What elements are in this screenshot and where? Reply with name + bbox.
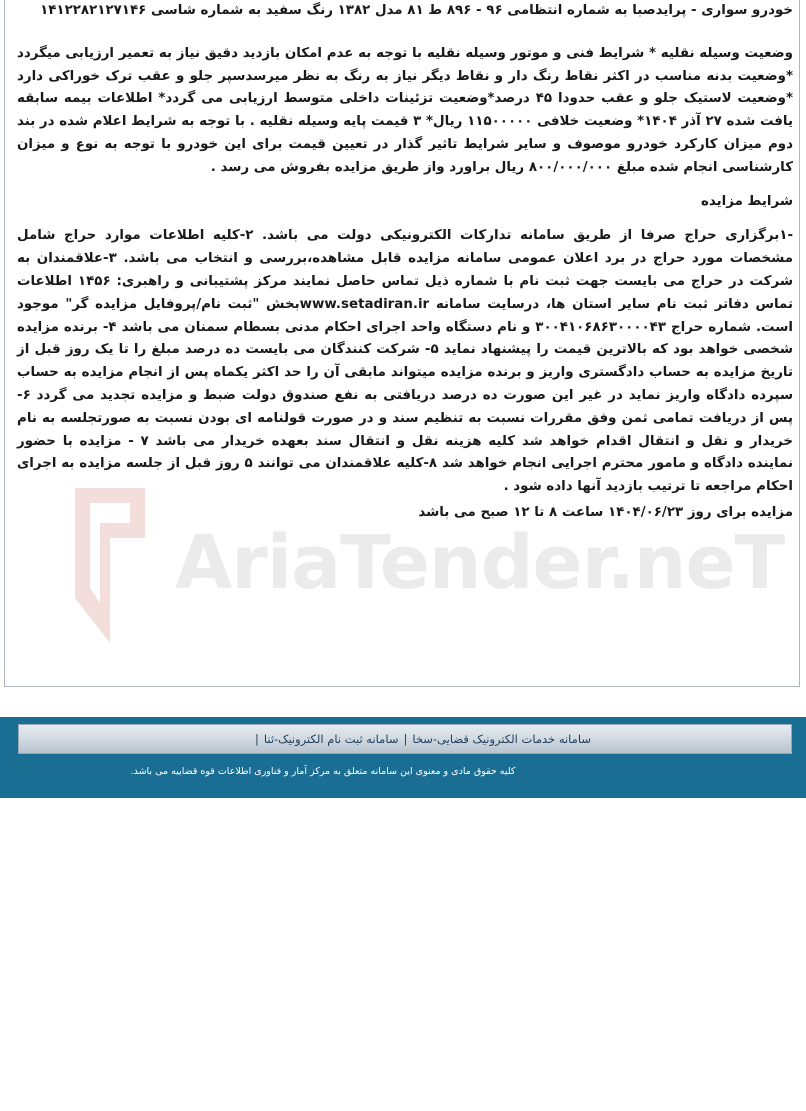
- copyright-notice: کلیه حقوق مادی و معنوی این سامانه متعلق به مرکز آمار و فناوری اطلاعات قوه قضاییه می باشد.: [130, 766, 516, 777]
- link-separator: |: [403, 732, 408, 746]
- vehicle-title: خودرو سواری - پرایدصبا به شماره انتظامی ۹۶ - ۸۹۶ ط ۸۱ مدل ۱۳۸۲ رنگ سفید به شماره شاسی ۱۴۱۲۲۸۲۱۲۷۱۴۶: [40, 3, 793, 18]
- watermark-text: AriaTender.neT: [175, 520, 785, 606]
- link-separator-end: |: [254, 732, 259, 746]
- auction-notice-body: [17, 3, 794, 536]
- footer-links-bar: [18, 724, 792, 754]
- vehicle-condition-paragraph: وضعیت وسیله نقلیه * شرایط فنی و موتور وسیله نقلیه با توجه به عدم امکان بازدید دقیق نیاز به تعمیر ارزیابی میگردد *وضعیت بدنه مناسب در اکثر نقاط رنگ دار و نقاط دیگر نیاز به رنگ به نظر میرسدسپر جلو و عقب ترک خوراکی دارد *وضعیت لاستیک جلو و عقب حدودا ۴۵ درصد*وضعیت تزئینات داخلی متوسط ارزیابی می گردد* اطلاعات بیمه سابقه یافت شده ۲۷ آذر ۱۴۰۴* وضعیت خلافی ۱۱۵۰۰۰۰۰ ریال* ۳ قیمت پایه وسیله نقلیه . با توجه به شرایط اعلام شده در بند دوم میزان کارکرد خودرو موصوف و سایر شرایط تاثیر گذار در تعیین قیمت برای این خودرو با توجه به نوع و میزان کارشناسی انجام شده مبلغ ۸۰۰/۰۰۰/۰۰۰ ریال براورد واز طریق مزایده بفروش می رسد .: [17, 45, 794, 175]
- auction-date-paragraph: مزایده برای روز ۱۴۰۴/۰۶/۲۳ ساعت ۸ تا ۱۲ صبح می باشد: [418, 504, 793, 520]
- sakha-link[interactable]: سامانه خدمات الکترونیک قضایی-سخا: [412, 732, 591, 746]
- sana-link[interactable]: سامانه ثبت نام الکترونیک-ثنا: [263, 732, 399, 746]
- document-panel: [4, 0, 800, 687]
- auction-conditions-heading: شرایط مزایده: [701, 193, 793, 209]
- auction-conditions-paragraph: -۱برگزاری حراج صرفا از طریق سامانه تدارکات الکترونیکی دولت می باشد. ۲-کلیه اطلاعات موارد حراج شامل مشخصات مورد حراج در برد اعلان عمومی سامانه مزایده قابل مشاهده،بررسی و انتخاب می باشد. ۳-علاقمندان به شرکت در حراج می بایست جهت ثبت نام با شماره ذیل تماس حاصل نمایند مرکز پشتیبانی و راهبری: ۱۴۵۶ اطلاعات تماس دفاتر ثبت نام سایر استان ها، درسایت سامانه www.setadiran.irبخش "ثبت نام/پروفایل مزایده گر" موجود است. شماره حراج ۳۰۰۴۱۰۶۸۶۳۰۰۰۰۴۳ و نام دستگاه واحد اجرای احکام مدنی بسطام سمنان می باشد ۴- برنده مزایده شخصی خواهد بود که بالاترین قیمت را پیشنهاد نماید ۵- شرکت کنندگان می بایست ده درصد مبلغ را تا یک روز قبل از تاریخ مزایده به حساب دادگستری واریز و برنده مزایده میتواند مابقی آن را حد اکثر یکماه پس از انجام مزایده به حساب سپرده دادگاه واریز نماید در غیر این صورت ده درصد دریافتی به نفع صندوق دولت ضبط و مزایده تجدید می گردد ۶- پس از دریافت تمامی ثمن وفق مقررات نسبت به تنظیم سند و در صورت قولنامه ای بودن نسبت به صورتجلسه به نام خریدار و نقل و انتقال اقدام خواهد شد کلیه هزینه نقل و انتقال سند بعهده خریدار می باشد ۷ - مزایده با حضور نماینده دادگاه و مامور محترم اجرایی انجام خواهد شد ۸-کلیه علاقمندان می توانند ۵ روز قبل از جلسه مزایده به اجرای احکام مراجعه تا ترتیب بازدید آنها داده شود .: [17, 228, 794, 495]
